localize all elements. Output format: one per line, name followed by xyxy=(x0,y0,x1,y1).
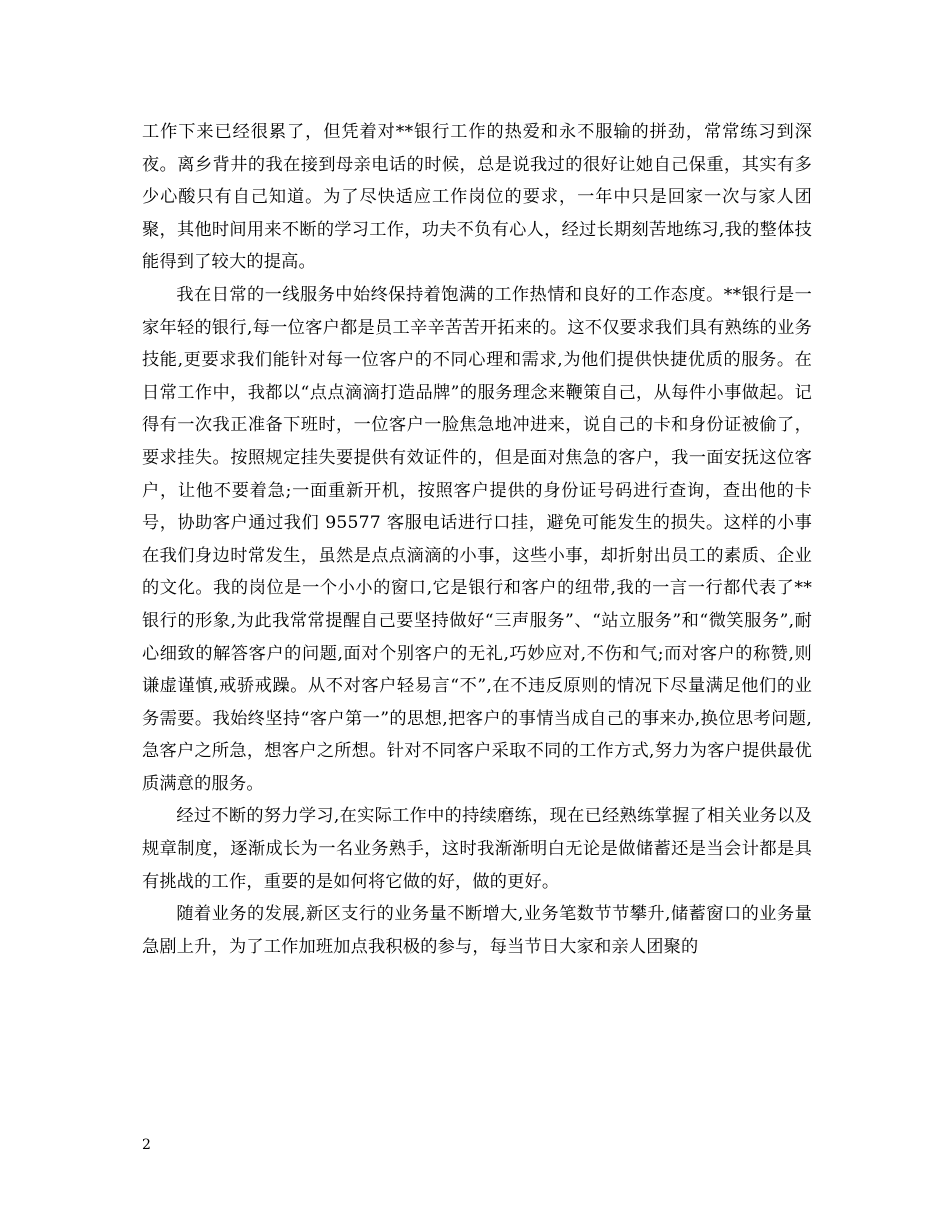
paragraph-1: 工作下来已经很累了，但凭着对**银行工作的热爱和永不服输的拼劲，常常练习到深夜。离乡背井的我在接到母亲电话的时候，总是说我过的很好让她自己保重，其实有多少心酸只有自己知道。为了尽快适应工作岗位的要求，一年中只是回家一次与家人团聚，其他时间用来不断的学习工作，功夫不负有心人，经过长期刻苦地练习,我的整体技能得到了较大的提高。 xyxy=(142,122,812,273)
paragraph-2: 我在日常的一线服务中始终保持着饱满的工作热情和良好的工作态度。**银行是一家年轻的银行,每一位客户都是员工辛辛苦苦开拓来的。这不仅要求我们具有熟练的业务技能,更要求我们能针对每一位客户的不同心理和需求,为他们提供快捷优质的服务。在日常工作中，我都以“点点滴滴打造品牌”的服务理念来鞭策自己，从每件小事做起。记得有一次我正准备下班时，一位客户一脸焦急地冲进来，说自己的卡和身份证被偷了，要求挂失。按照规定挂失要提供有效证件的，但是面对焦急的客户，我一面安抚这位客户，让他不要着急;一面重新开机，按照客户提供的身份证号码进行查询，查出他的卡号，协助客户通过我们 95577 客服电话进行口挂，避免可能发生的损失。这样的小事在我们身边时常发生，虽然是点点滴滴的小事，这些小事，却折射出员工的素质、企业的文化。我的岗位是一个小小的窗口,它是银行和客户的纽带,我的一言一行都代表了**银行的形象,为此我常常提醒自己要坚持做好“三声服务”、“站立服务”和“微笑服务”,耐心细致的解答客户的问题,面对个别客户的无礼,巧妙应对,不伤和气;而对客户的称赞,则谦虚谨慎,戒骄戒躁。从不对客户轻易言“不”,在不违反原则的情况下尽量满足他们的业务需要。我始终坚持“客户第一”的思想,把客户的事情当成自己的事来办,换位思考问题,急客户之所急，想客户之所想。针对不同客户采取不同的工作方式,努力为客户提供最优质满意的服务。 xyxy=(142,284,812,794)
page-number: 2 xyxy=(142,1137,151,1153)
body-text xyxy=(142,116,812,963)
paragraph-4: 随着业务的发展,新区支行的业务量不断增大,业务笔数节节攀升,储蓄窗口的业务量急剧上升，为了工作加班加点我积极的参与，每当节日大家和亲人团聚的 xyxy=(142,904,812,957)
paragraph-3: 经过不断的努力学习,在实际工作中的持续磨练，现在已经熟练掌握了相关业务以及规章制度，逐渐成长为一名业务熟手，这时我渐渐明白无论是做储蓄还是当会计都是具有挑战的工作，重要的是如何将它做的好，做的更好。 xyxy=(142,806,812,892)
